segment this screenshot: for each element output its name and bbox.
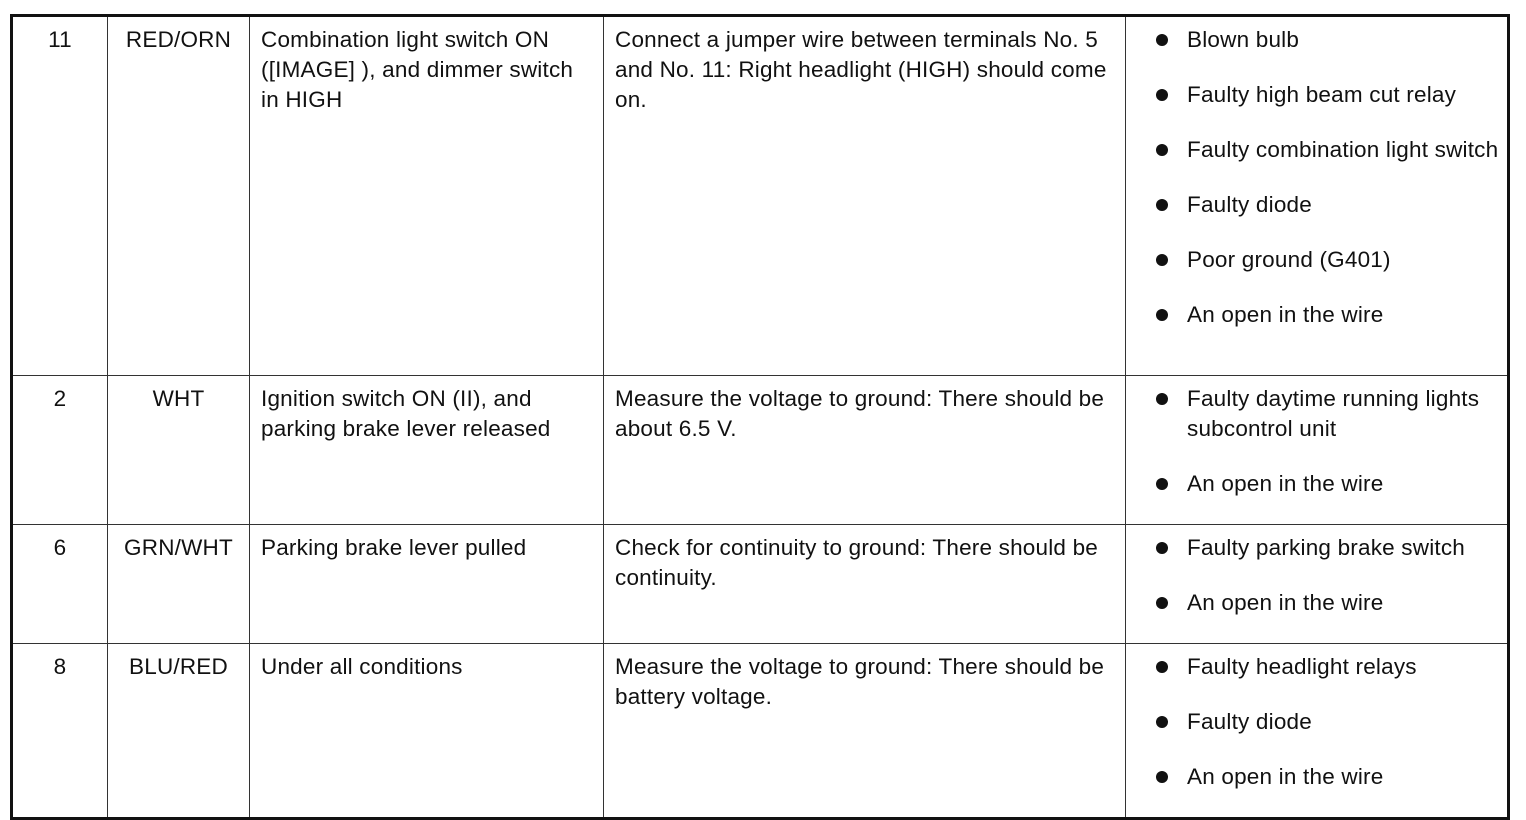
bullet-icon <box>1156 478 1168 490</box>
bullet-icon <box>1156 34 1168 46</box>
cause-list <box>1126 644 1507 792</box>
test-procedure-cell: Measure the voltage to ground: There should be about 6.5 V. <box>604 376 1126 525</box>
wire-color-cell: BLU/RED <box>108 644 250 819</box>
bullet-icon <box>1156 716 1168 728</box>
wire-color-cell: GRN/WHT <box>108 525 250 644</box>
troubleshooting-table <box>10 14 1510 820</box>
bullet-icon <box>1156 89 1168 101</box>
cause-list <box>1126 376 1507 499</box>
list-item: Faulty high beam cut relay <box>1126 80 1501 110</box>
list-item: Faulty parking brake switch <box>1126 533 1501 563</box>
possible-causes-cell <box>1126 376 1509 525</box>
terminal-cell: 6 <box>12 525 108 644</box>
bullet-icon <box>1156 393 1168 405</box>
wire-color-cell: RED/ORN <box>108 16 250 376</box>
list-item: Faulty diode <box>1126 190 1501 220</box>
list-item: An open in the wire <box>1126 469 1501 499</box>
terminal-cell: 11 <box>12 16 108 376</box>
bullet-icon <box>1156 309 1168 321</box>
test-condition-cell: Ignition switch ON (II), and parking brake lever released <box>250 376 604 525</box>
list-item: Blown bulb <box>1126 25 1501 55</box>
list-item: Faulty diode <box>1126 707 1501 737</box>
list-item: Faulty headlight relays <box>1126 652 1501 682</box>
possible-causes-cell <box>1126 644 1509 819</box>
table-row <box>12 16 1509 376</box>
test-procedure-cell: Measure the voltage to ground: There should be battery voltage. <box>604 644 1126 819</box>
wire-color-cell: WHT <box>108 376 250 525</box>
cause-list <box>1126 17 1507 330</box>
test-condition-cell: Parking brake lever pulled <box>250 525 604 644</box>
possible-causes-cell <box>1126 16 1509 376</box>
bullet-icon <box>1156 771 1168 783</box>
bullet-icon <box>1156 199 1168 211</box>
terminal-cell: 2 <box>12 376 108 525</box>
table-row <box>12 525 1509 644</box>
list-item: Faulty daytime running lights subcontrol unit <box>1126 384 1501 444</box>
cause-list <box>1126 525 1507 618</box>
test-condition-cell: Combination light switch ON ([IMAGE] ), and dimmer switch in HIGH <box>250 16 604 376</box>
list-item: An open in the wire <box>1126 762 1501 792</box>
test-procedure-cell: Check for continuity to ground: There should be continuity. <box>604 525 1126 644</box>
bullet-icon <box>1156 542 1168 554</box>
test-condition-cell: Under all conditions <box>250 644 604 819</box>
test-procedure-cell: Connect a jumper wire between terminals No. 5 and No. 11: Right headlight (HIGH) should come on. <box>604 16 1126 376</box>
table-row <box>12 644 1509 819</box>
list-item: Poor ground (G401) <box>1126 245 1501 275</box>
possible-causes-cell <box>1126 525 1509 644</box>
table-row <box>12 376 1509 525</box>
list-item: An open in the wire <box>1126 588 1501 618</box>
list-item: An open in the wire <box>1126 300 1501 330</box>
bullet-icon <box>1156 144 1168 156</box>
list-item: Faulty combination light switch <box>1126 135 1501 165</box>
bullet-icon <box>1156 597 1168 609</box>
terminal-cell: 8 <box>12 644 108 819</box>
bullet-icon <box>1156 254 1168 266</box>
bullet-icon <box>1156 661 1168 673</box>
